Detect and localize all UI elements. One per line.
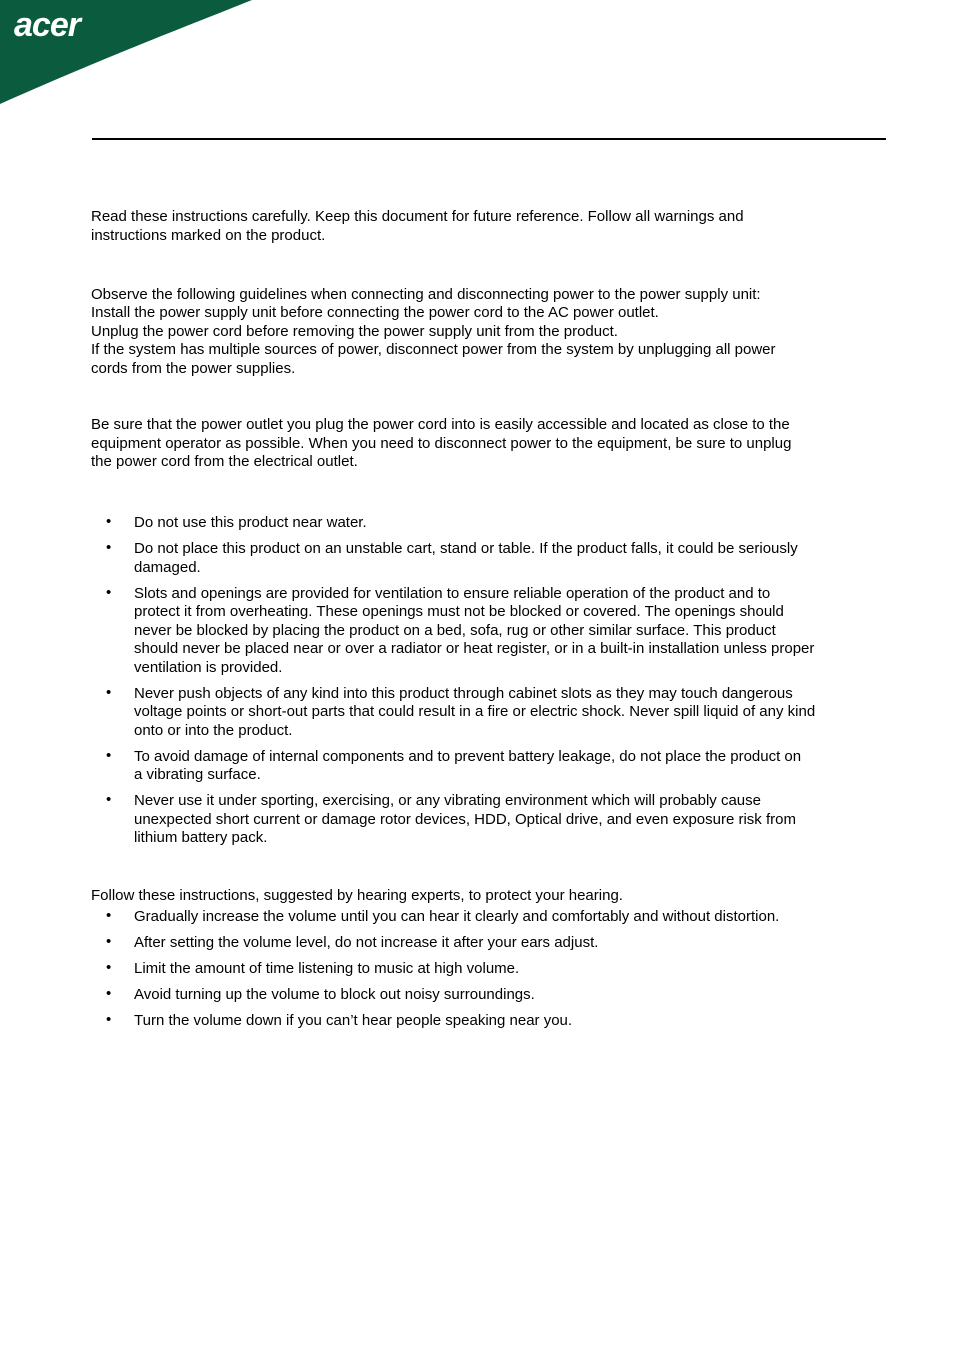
text-line: unexpected short current or damage rotor devices, HDD, Optical drive, and even exposure risk from bbox=[134, 810, 796, 828]
acer-logo: acer bbox=[14, 6, 80, 44]
bullet-icon: • bbox=[106, 791, 112, 808]
text-line: lithium battery pack. bbox=[134, 829, 268, 846]
text-line: a vibrating surface. bbox=[134, 766, 261, 783]
text-line: Do not use this product near water. bbox=[134, 514, 367, 531]
text-line: voltage points or short-out parts that could result in a fire or electric shock. Never spill liquid of any kind bbox=[134, 703, 816, 720]
text-line: damaged. bbox=[134, 558, 201, 576]
text-line: Read these instructions carefully. Keep this document for future reference. Follow all warnings and bbox=[91, 208, 744, 225]
text-line: instructions marked on the product. bbox=[91, 226, 326, 244]
text-line: equipment operator as possible. When you need to disconnect power to the equipment, be sure to unplug bbox=[91, 434, 792, 452]
list-item bbox=[91, 748, 861, 785]
text-line: If the system has multiple sources of power, disconnect power from the system by unplugging all power bbox=[91, 341, 776, 358]
list-item bbox=[91, 986, 861, 1005]
list-item bbox=[91, 585, 861, 678]
hearing-bullet-list bbox=[91, 908, 861, 1038]
bullet-icon: • bbox=[106, 539, 112, 556]
text-line: Follow these instructions, suggested by hearing experts, to protect your hearing. bbox=[91, 886, 623, 904]
text-line: the power cord from the electrical outlet. bbox=[91, 453, 358, 470]
text-line: should never be placed near or over a radiator or heat register, or in a built-in installation unless proper bbox=[134, 640, 815, 657]
text-line: ventilation is provided. bbox=[134, 658, 283, 676]
bullet-icon: • bbox=[106, 583, 112, 601]
header-rule bbox=[92, 138, 886, 140]
list-item bbox=[91, 540, 861, 577]
safety-bullet-list bbox=[91, 514, 861, 855]
bullet-icon: • bbox=[106, 683, 112, 701]
bullet-icon: • bbox=[106, 513, 112, 530]
bullet-icon: • bbox=[106, 985, 112, 1002]
outlet-paragraph bbox=[91, 416, 861, 472]
list-item bbox=[91, 960, 861, 979]
text-line: Limit the amount of time listening to music at high volume. bbox=[134, 960, 520, 977]
bullet-icon: • bbox=[106, 746, 112, 764]
text-line: Install the power supply unit before connecting the power cord to the AC power outlet. bbox=[91, 304, 659, 321]
text-line: onto or into the product. bbox=[134, 721, 293, 739]
list-item bbox=[91, 514, 861, 533]
intro-paragraph bbox=[91, 208, 861, 245]
power-guidelines-paragraph bbox=[91, 286, 861, 379]
bullet-icon: • bbox=[106, 1011, 112, 1028]
text-line: To avoid damage of internal components and to prevent battery leakage, do not place the product on bbox=[134, 747, 802, 765]
text-line: Gradually increase the volume until you can hear it clearly and comfortably and without distortion. bbox=[134, 908, 780, 925]
text-line: Do not place this product on an unstable cart, stand or table. If the product falls, it could be seriously bbox=[134, 540, 798, 557]
hearing-intro bbox=[91, 887, 861, 906]
text-line: Be sure that the power outlet you plug the power cord into is easily accessible and located as close to the bbox=[91, 416, 790, 433]
list-item bbox=[91, 792, 861, 848]
text-line: cords from the power supplies. bbox=[91, 359, 296, 377]
bullet-icon: • bbox=[106, 959, 112, 976]
text-line: Never push objects of any kind into this product through cabinet slots as they may touch dangerous bbox=[134, 684, 793, 702]
text-line: Unplug the power cord before removing the power supply unit from the product. bbox=[91, 322, 618, 340]
list-item bbox=[91, 908, 861, 927]
bullet-icon: • bbox=[106, 907, 112, 924]
list-item bbox=[91, 685, 861, 741]
text-line: Observe the following guidelines when connecting and disconnecting power to the power supply unit: bbox=[91, 285, 761, 303]
text-line: Turn the volume down if you can’t hear people speaking near you. bbox=[134, 1012, 573, 1029]
text-line: protect it from overheating. These openings must not be blocked or covered. The openings should bbox=[134, 603, 784, 620]
text-line: never be blocked by placing the product on a bed, sofa, rug or other similar surface. This product bbox=[134, 621, 776, 639]
text-line: Slots and openings are provided for ventilation to ensure reliable operation of the product and to bbox=[134, 584, 771, 602]
bullet-icon: • bbox=[106, 933, 112, 950]
text-line: After setting the volume level, do not increase it after your ears adjust. bbox=[134, 934, 599, 951]
list-item bbox=[91, 934, 861, 953]
text-line: Never use it under sporting, exercising, or any vibrating environment which will probably cause bbox=[134, 792, 761, 809]
text-line: Avoid turning up the volume to block out noisy surroundings. bbox=[134, 986, 535, 1003]
list-item bbox=[91, 1012, 861, 1031]
